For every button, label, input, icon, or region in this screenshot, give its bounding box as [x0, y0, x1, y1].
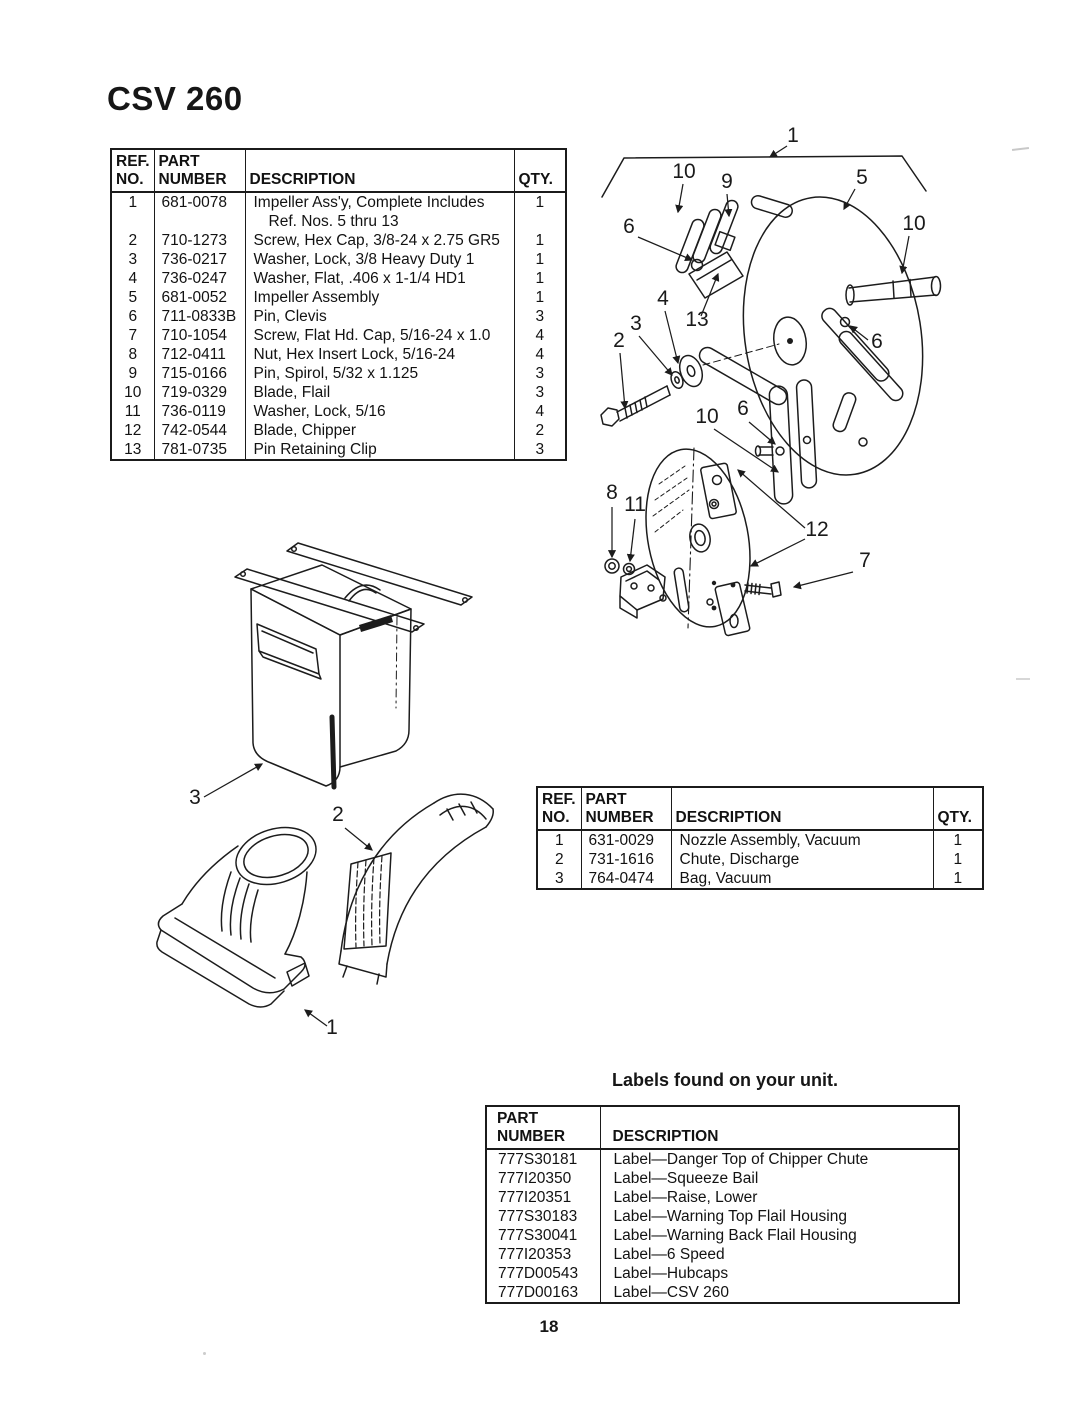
part-cell: 719-0329: [154, 383, 245, 402]
flat-washer: [676, 344, 779, 390]
desc-cell: Screw, Flat Hd. Cap, 5/16-24 x 1.0: [245, 326, 514, 345]
header-row: [537, 787, 983, 830]
desc-cell: Pin Retaining Clip: [245, 440, 514, 460]
callout-label: 2: [613, 329, 625, 352]
callout-label: 3: [189, 786, 201, 809]
desc-cell: Label—6 Speed: [600, 1245, 959, 1264]
qty-cell: 1: [933, 850, 983, 869]
table-row: [486, 1245, 959, 1264]
callout-label: 6: [871, 330, 883, 353]
table-row: [111, 402, 566, 421]
ref-cell: 11: [124, 403, 141, 420]
part-cell: 736-0119: [154, 402, 245, 421]
description-header: DESCRIPTION: [245, 149, 514, 192]
part-cell: 777I20353: [498, 1246, 572, 1263]
scan-artifact: [1016, 678, 1030, 680]
page-title: CSV 260: [107, 80, 243, 117]
qty-cell: 3: [514, 307, 566, 326]
part-cell: 712-0411: [154, 345, 245, 364]
desc-cell: Impeller Assembly: [245, 288, 514, 307]
table-row: [111, 440, 566, 460]
table-row: [111, 288, 566, 307]
hex-bolt: [601, 386, 670, 426]
table-row: [486, 1226, 959, 1245]
unit-accessories-diagram: [135, 520, 535, 1060]
vacuum-bag: [235, 543, 472, 787]
table-row: [111, 307, 566, 326]
description-header: DESCRIPTION: [600, 1106, 959, 1149]
desc-cell: Chute, Discharge: [671, 850, 933, 869]
desc-cell: Bag, Vacuum: [671, 869, 933, 889]
description-header: DESCRIPTION: [671, 787, 933, 830]
ref-cell: 12: [124, 422, 142, 439]
qty-cell: 1: [933, 830, 983, 850]
ref-cell: 13: [124, 441, 142, 458]
table-row: [486, 1169, 959, 1188]
callout-label: 8: [606, 481, 618, 504]
table-row: [111, 231, 566, 250]
header-row: [486, 1106, 959, 1149]
ref-cell: 1: [128, 194, 138, 211]
callout-label: 13: [685, 308, 709, 331]
callout-label: 10: [902, 212, 926, 235]
table-row: [111, 383, 566, 402]
ref-cell: 1: [554, 832, 564, 849]
part-cell: 777S30181: [498, 1151, 578, 1168]
qty-cell: 3: [514, 383, 566, 402]
table-row: [486, 1264, 959, 1283]
scan-artifact: [203, 1352, 206, 1355]
qty-cell: 4: [514, 326, 566, 345]
ref-cell: 7: [128, 327, 138, 344]
desc-cell: Label—Hubcaps: [600, 1264, 959, 1283]
chute-panel-edge: [602, 156, 926, 197]
part-cell: 777D00543: [498, 1265, 579, 1282]
part-cell: 681-0052: [154, 288, 245, 307]
callout-label: 11: [624, 493, 646, 516]
qty-header: QTY.: [514, 149, 566, 192]
desc-cell: Nozzle Assembly, Vacuum: [671, 830, 933, 850]
part-cell: 777I20350: [498, 1170, 572, 1187]
desc-cell: Label—Warning Back Flail Housing: [600, 1226, 959, 1245]
part-cell: 736-0247: [154, 269, 245, 288]
right-flail-arm: [697, 305, 906, 407]
desc-cell: Impeller Ass'y, Complete Includes Ref. Nos. 5 thru 13: [245, 192, 514, 231]
qty-cell: 3: [514, 440, 566, 460]
ref-cell: 2: [554, 851, 564, 868]
table-row: [111, 364, 566, 383]
table-row: [111, 250, 566, 269]
desc-cell: Nut, Hex Insert Lock, 5/16-24: [245, 345, 514, 364]
part-cell: 764-0474: [581, 869, 671, 889]
part-cell: 711-0833B: [154, 307, 245, 326]
callout-label: 1: [787, 124, 799, 147]
impeller-hub: [770, 315, 809, 367]
part-cell: 777I20351: [498, 1189, 572, 1206]
qty-cell: 1: [514, 231, 566, 250]
callout-label: 6: [623, 215, 635, 238]
part-cell: 731-1616: [581, 850, 671, 869]
callout-label: 2: [332, 803, 344, 826]
labels-section-heading: Labels found on your unit.: [612, 1070, 838, 1090]
impeller-shaft: [846, 277, 941, 306]
lock-washer: [669, 370, 685, 390]
part-cell: 781-0735: [154, 440, 245, 460]
table-row: [486, 1188, 959, 1207]
qty-cell: 4: [514, 345, 566, 364]
qty-cell: 1: [514, 250, 566, 269]
part-number-header: PART NUMBER: [154, 149, 245, 192]
callout-label: 3: [630, 312, 642, 335]
callout-label: 10: [672, 160, 696, 183]
desc-cell: Blade, Flail: [245, 383, 514, 402]
table-row: [111, 192, 566, 231]
qty-cell: 2: [514, 421, 566, 440]
discharge-chute: [339, 794, 493, 984]
table-row: [486, 1207, 959, 1226]
table-row: [537, 869, 983, 889]
table-row: [111, 345, 566, 364]
desc-cell: Pin, Clevis: [245, 307, 514, 326]
vacuum-nozzle: [157, 818, 323, 1007]
chipper-blade-plate: [712, 581, 751, 636]
desc-cell: Washer, Lock, 5/16: [245, 402, 514, 421]
qty-cell: 1: [514, 269, 566, 288]
leader-lines: [204, 764, 372, 1026]
callout-labels: [189, 786, 344, 1039]
table-row: [537, 830, 983, 850]
part-cell: 742-0544: [154, 421, 245, 440]
part-cell: 777S30183: [498, 1208, 578, 1225]
ref-cell: 8: [128, 346, 138, 363]
callout-label: 12: [805, 518, 829, 541]
ref-cell: 6: [128, 308, 138, 325]
impeller-exploded-diagram: [593, 118, 1063, 678]
accessories-parts-table: [536, 786, 984, 890]
qty-header: QTY.: [933, 787, 983, 830]
desc-cell: Blade, Chipper: [245, 421, 514, 440]
labels-parts-table: [485, 1105, 960, 1304]
qty-cell: 3: [514, 364, 566, 383]
desc-cell: Washer, Lock, 3/8 Heavy Duty 1: [245, 250, 514, 269]
page-number: 18: [539, 1317, 559, 1336]
mounting-bracket: [620, 565, 665, 618]
desc-cell: Label—Raise, Lower: [600, 1188, 959, 1207]
part-number-header: PART NUMBER: [486, 1106, 600, 1149]
ref-cell: 3: [554, 870, 564, 887]
desc-cell: Washer, Flat, .406 x 1-1/4 HD1: [245, 269, 514, 288]
header-row: [111, 149, 566, 192]
impeller-parts-table: [110, 148, 567, 461]
part-cell: 710-1054: [154, 326, 245, 345]
callout-label: 9: [721, 170, 733, 193]
desc-cell: Label—CSV 260: [600, 1283, 959, 1303]
part-cell: 681-0078: [154, 192, 245, 231]
callout-label: 10: [695, 405, 719, 428]
ref-cell: 4: [128, 270, 138, 287]
qty-cell: 1: [514, 288, 566, 307]
callout-label: 5: [856, 166, 868, 189]
table-row: [111, 326, 566, 345]
table-row: [537, 850, 983, 869]
ref-cell: 3: [128, 251, 138, 268]
part-number-header: PART NUMBER: [581, 787, 671, 830]
ref-cell: 10: [124, 384, 142, 401]
qty-cell: 4: [514, 402, 566, 421]
desc-cell: Label—Warning Top Flail Housing: [600, 1207, 959, 1226]
callout-labels: [606, 124, 926, 572]
part-cell: 777S30041: [498, 1227, 578, 1244]
qty-cell: 1: [933, 869, 983, 889]
part-cell: 736-0217: [154, 250, 245, 269]
table-row: [486, 1283, 959, 1303]
table-row: [111, 269, 566, 288]
desc-cell: Pin, Spirol, 5/32 x 1.125: [245, 364, 514, 383]
part-cell: 715-0166: [154, 364, 245, 383]
table-row: [486, 1149, 959, 1169]
part-cell: 710-1273: [154, 231, 245, 250]
ref-cell: 2: [128, 232, 138, 249]
table-row: [111, 421, 566, 440]
callout-label: 1: [326, 1016, 338, 1039]
ref-cell: 9: [128, 365, 138, 382]
ref-no-header: REF. NO.: [111, 149, 154, 192]
callout-label: 4: [657, 287, 669, 310]
ref-no-header: REF. NO.: [537, 787, 581, 830]
callout-label: 7: [859, 549, 871, 572]
desc-cell: Screw, Hex Cap, 3/8-24 x 2.75 GR5: [245, 231, 514, 250]
flail-blades: [674, 199, 743, 298]
ref-cell: 5: [128, 289, 138, 306]
desc-cell: Label—Danger Top of Chipper Chute: [600, 1149, 959, 1169]
part-cell: 777D00163: [498, 1284, 579, 1301]
flat-head-screw: [745, 582, 781, 597]
qty-cell: 1: [514, 192, 566, 231]
part-cell: 631-0029: [581, 830, 671, 850]
callout-label: 6: [737, 397, 749, 420]
desc-cell: Label—Squeeze Bail: [600, 1169, 959, 1188]
